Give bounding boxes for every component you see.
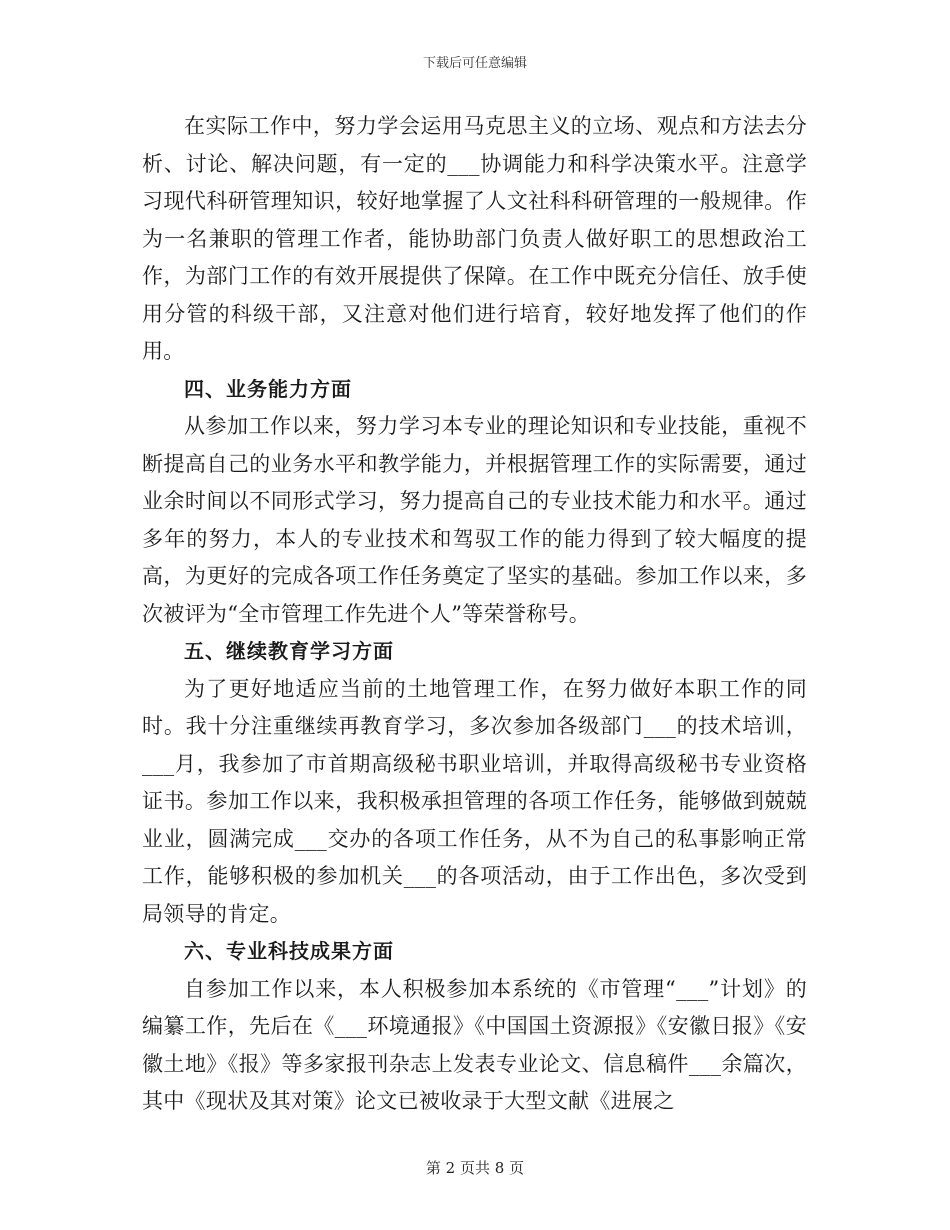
body-paragraph: 为了更好地适应当前的土地管理工作，在努力做好本职工作的同时。我十分注重继续再教育学习，多次参加各级部门___的技术培训，___月，我参加了市首期高级秘书职业培训，并取得高级秘书专业资格证书。参加工作以来，我积极承担管理的各项工作任务，能够做到兢兢业业，圆满完成___交办的各项工作任务，从不为自己的私事影响正常工作，能够积极的参加机关___的各项活动，由于工作出色，多次受到局领导的肯定。 [142,676,807,926]
page-number-footer: 第 2 页共 8 页 [425,1159,525,1177]
body-paragraph: 在实际工作中，努力学会运用马克思主义的立场、观点和方法去分析、讨论、解决问题，有一定的___协调能力和科学决策水平。注意学习现代科研管理知识，较好地掌握了人文社科科研管理的一般规律。作为一名兼职的管理工作者，能协助部门负责人做好职工的思想政治工作，为部门工作的有效开展提供了保障。在工作中既充分信任、放手使用分管的科级干部，又注意对他们进行培育，较好地发挥了他们的作用。 [142,114,807,363]
document-body [142,108,807,1121]
section-heading: 四、业务能力方面 [184,376,352,401]
body-paragraph: 自参加工作以来，本人积极参加本系统的《市管理“___”计划》的编纂工作，先后在《___环境通报》《中国国土资源报》《安徽日报》《安徽土地》《报》等多家报刊杂志上发表专业论文、信息稿件___余篇次，其中《现状及其对策》论文已被收录于大型文献《进展之 [142,976,807,1113]
section-heading: 六、专业科技成果方面 [184,939,394,963]
page-header: 下载后可任意编辑 [422,56,527,71]
body-paragraph: 从参加工作以来，努力学习本专业的理论知识和专业技能，重视不断提高自己的业务水平和教学能力，并根据管理工作的实际需要，通过业余时间以不同形式学习，努力提高自己的专业技术能力和水平。通过多年的努力，本人的专业技术和驾驭工作的能力得到了较大幅度的提高，为更好的完成各项工作任务奠定了坚实的基础。参加工作以来，多次被评为“全市管理工作先进个人”等荣誉称号。 [142,414,807,626]
section-heading: 五、继续教育学习方面 [184,639,394,663]
